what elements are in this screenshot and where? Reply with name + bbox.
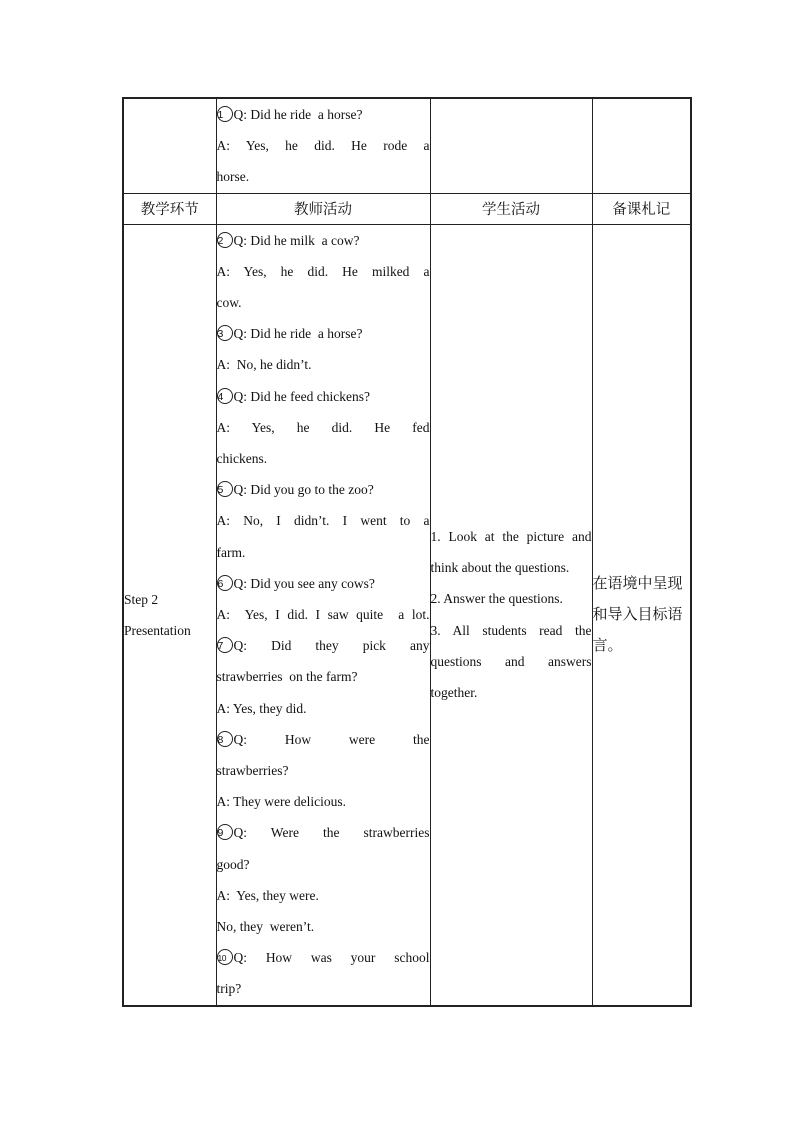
teacher-line-text: Q: How was your school	[233, 950, 430, 966]
empty-cell	[592, 98, 691, 193]
teacher-line	[217, 130, 430, 161]
continuation-row	[123, 98, 691, 193]
teacher-line	[217, 755, 430, 786]
teacher-line-text: No, they weren’t.	[216, 919, 315, 935]
teacher-line-text: farm.	[216, 544, 246, 560]
teacher-line	[217, 318, 430, 349]
teacher-line	[217, 474, 430, 505]
lesson-notes-text: 在语境中呈现和导入目标语言。	[592, 574, 683, 655]
teacher-line	[217, 537, 430, 568]
teacher-line	[217, 942, 430, 973]
teacher-line	[217, 505, 430, 536]
header-teacher-activity: 教师活动	[216, 193, 430, 224]
teacher-line-text: A: Yes, I did. I saw quite a lot.	[216, 607, 430, 623]
step-row	[123, 224, 691, 1006]
empty-cell	[123, 98, 216, 193]
teacher-line-text: horse.	[216, 169, 250, 185]
header-teaching-stage: 教学环节	[123, 193, 216, 224]
teacher-line	[217, 412, 430, 443]
teacher-line	[217, 599, 430, 630]
teacher-line-text: A: No, I didn’t. I went to a	[216, 513, 430, 529]
teacher-line-text: Q: Were the strawberries	[233, 825, 430, 841]
circled-number-icon: 5	[217, 481, 233, 497]
teacher-line	[217, 724, 430, 755]
circled-number-icon: 8	[217, 731, 233, 747]
teacher-line	[217, 568, 430, 599]
teacher-line-text: Q: Did he feed chickens?	[233, 388, 370, 404]
teacher-line	[217, 911, 430, 942]
circled-number-icon: 9	[217, 824, 233, 840]
teacher-line-text: Q: Did you go to the zoo?	[233, 482, 374, 498]
teacher-line	[217, 443, 430, 474]
teacher-line	[217, 973, 430, 1004]
teacher-activity-cell	[216, 224, 430, 1006]
teacher-line	[217, 225, 430, 256]
teacher-line	[217, 693, 430, 724]
teacher-line	[217, 99, 430, 130]
teacher-line-text: A: Yes, he did. He fed	[216, 419, 430, 435]
circled-number-icon: 3	[217, 325, 233, 341]
circled-number-icon: 10	[217, 949, 233, 965]
circled-number-icon: 2	[217, 232, 233, 248]
teacher-line-text: Q: Did he ride a horse?	[233, 326, 363, 342]
teacher-line-text: Q: Did you see any cows?	[233, 575, 375, 591]
circled-number-icon: 7	[217, 637, 233, 653]
teacher-line-text: A: They were delicious.	[216, 794, 346, 810]
teacher-line	[217, 661, 430, 692]
student-activity-item: 3. All students read the questions and answers together.	[430, 622, 592, 701]
circled-number-icon: 4	[217, 388, 233, 404]
teacher-line-text: Q: How were the	[233, 731, 430, 747]
step-title: Presentation	[124, 622, 191, 638]
header-row	[123, 193, 691, 224]
teacher-line-text: strawberries?	[216, 763, 289, 779]
student-activity-item: 1. Look at the picture and think about the questions.	[430, 529, 592, 576]
teacher-line	[217, 849, 430, 880]
teacher-line-text: good?	[216, 856, 250, 872]
teacher-line-text: A: Yes, they did.	[216, 700, 307, 716]
teacher-line	[217, 880, 430, 911]
student-activity-cell	[430, 224, 592, 1006]
teacher-line-text: chickens.	[216, 451, 268, 467]
teacher-line-text: strawberries on the farm?	[216, 669, 358, 685]
teacher-line	[217, 256, 430, 287]
teacher-line-text: Q: Did they pick any	[233, 638, 430, 654]
student-activity-item: 2. Answer the questions.	[430, 591, 563, 607]
circled-number-icon: 6	[217, 575, 233, 591]
step-cell	[123, 224, 216, 1006]
lesson-notes-cell	[592, 224, 691, 1006]
step-number: Step 2	[124, 591, 159, 607]
teacher-line-text: Q: Did he milk a cow?	[233, 232, 360, 248]
teacher-line-text: Q: Did he ride a horse?	[233, 107, 363, 122]
teacher-line-text: A: Yes, he did. He rode a	[216, 138, 430, 154]
lesson-plan-table	[122, 97, 692, 1007]
teacher-line-text: A: Yes, they were.	[216, 887, 319, 903]
teacher-line-text: trip?	[216, 981, 242, 997]
teacher-line-text: cow.	[216, 295, 242, 311]
circled-number-icon: 1	[217, 106, 233, 122]
teacher-line-text: A: Yes, he did. He milked a	[216, 263, 430, 279]
teacher-line	[217, 349, 430, 380]
teacher-line	[217, 287, 430, 318]
header-student-activity: 学生活动	[430, 193, 592, 224]
teacher-line-text: A: No, he didn’t.	[216, 357, 312, 373]
teacher-line	[217, 786, 430, 817]
teacher-line	[217, 817, 430, 848]
teacher-line	[217, 381, 430, 412]
teacher-activity-cell-continued	[216, 98, 430, 193]
teacher-line	[217, 161, 430, 192]
header-lesson-notes: 备课札记	[592, 193, 691, 224]
empty-cell	[430, 98, 592, 193]
teacher-line	[217, 630, 430, 661]
